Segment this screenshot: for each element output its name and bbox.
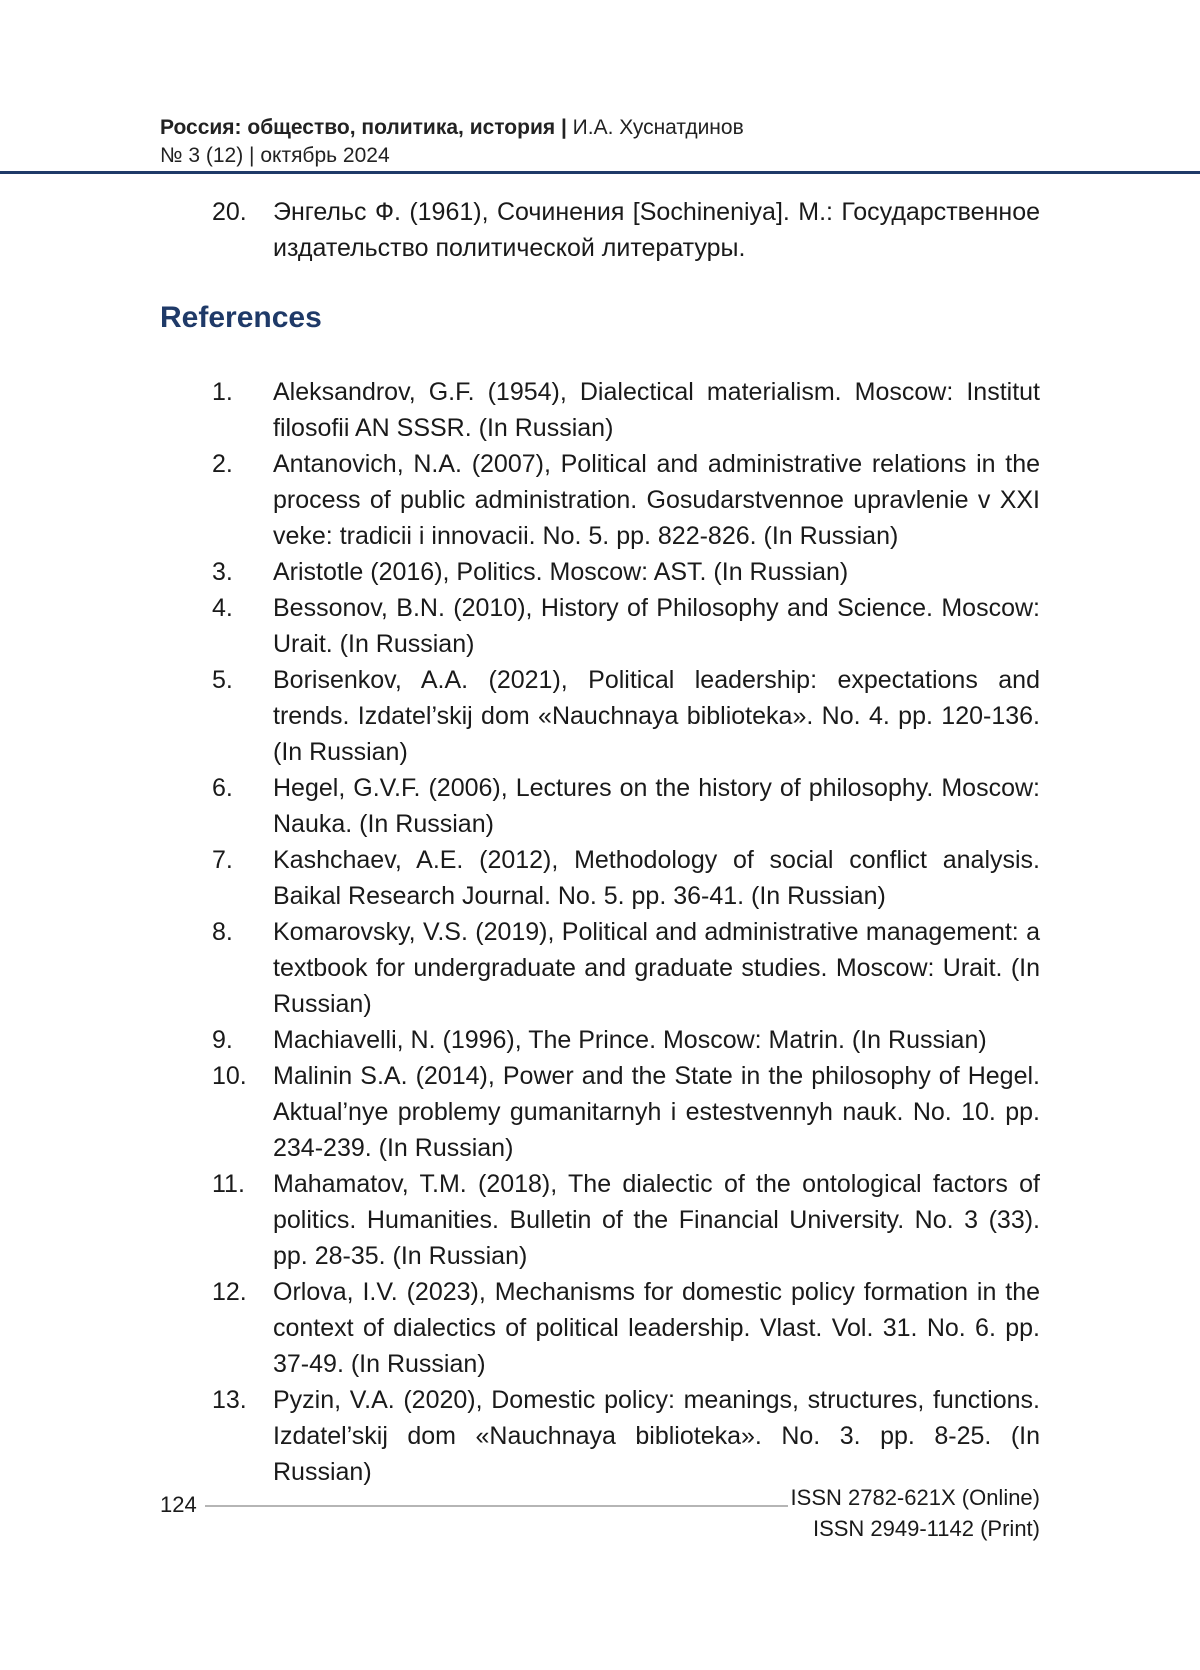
list-item [212,590,1040,662]
reference-number: 5. [212,666,233,694]
reference-number: 9. [212,1026,233,1054]
issn-print: ISSN 2949-1142 (Print) [812,1516,1040,1541]
header-divider [0,171,1200,174]
list-item [212,914,1040,1022]
reference-text: Энгельс Ф. (1961), Сочинения [Sochineniya]. М.: Государственное издательство политической литературы. [273,198,1040,262]
reference-number: 8. [212,918,233,946]
reference-text: Kashchaev, A.E. (2012), Methodology of social conflict analysis. Baikal Research Journal. No. 5. pp. 36-41. (In Russian) [273,846,1040,910]
author-name: И.А. Хуснатдинов [572,116,744,139]
reference-text: Machiavelli, N. (1996), The Prince. Moscow: Matrin. (In Russian) [273,1026,987,1054]
reference-text: Aleksandrov, G.F. (1954), Dialectical materialism. Moscow: Institut filosofii AN SSSR. (In Russian) [273,378,1040,442]
page-number: 124 [160,1492,197,1517]
reference-text: Pyzin, V.A. (2020), Domestic policy: meanings, structures, functions. Izdatel’skij dom «Nauchnaya biblioteka». No. 3. pp. 8-25. (In Russian) [273,1386,1040,1486]
reference-text: Bessonov, B.N. (2010), History of Philosophy and Science. Moscow: Urait. (In Russian) [273,594,1040,658]
reference-number: 3. [212,558,233,586]
list-item [212,1382,1040,1490]
reference-number: 4. [212,594,233,622]
reference-number: 2. [212,450,233,478]
list-item [212,374,1040,446]
reference-number: 6. [212,774,233,802]
issn-block [791,1482,1040,1544]
issn-online: ISSN 2782-621X (Online) [790,1485,1040,1510]
reference-text: Malinin S.A. (2014), Power and the State in the philosophy of Hegel. Aktual’nye problemy gumanitarnyh i estestvennyh nauk. No. 10. pp. 234-239. (In Russian) [273,1062,1040,1162]
list-item [212,1022,1040,1058]
list-item [212,194,1040,266]
list-item [212,842,1040,914]
list-item [212,554,1040,590]
reference-text: Hegel, G.V.F. (2006), Lectures on the history of philosophy. Moscow: Nauka. (In Russian) [273,774,1040,838]
list-item [212,1166,1040,1274]
references-heading: References [160,301,322,334]
reference-number: 13. [212,1386,247,1414]
list-item [212,446,1040,554]
reference-text: Antanovich, N.A. (2007), Political and administrative relations in the process of public administration. Gosudarstvennoe upravlenie v XXI veke: tradicii i innovacii. No. 5. pp. 822-826. (In Russian) [273,450,1040,550]
running-header [160,114,744,170]
reference-text: Orlova, I.V. (2023), Mechanisms for domestic policy formation in the context of dialectics of political leadership. Vlast. Vol. 31. No. 6. pp. 37-49. (In Russian) [273,1278,1040,1378]
list-item [212,662,1040,770]
reference-text: Aristotle (2016), Politics. Moscow: AST. (In Russian) [273,558,849,586]
reference-number: 12. [212,1278,247,1306]
reference-number: 11. [212,1170,245,1198]
journal-title: Россия: общество, политика, история | [160,116,567,139]
reference-text: Mahamatov, T.M. (2018), The dialectic of the ontological factors of politics. Humanities. Bulletin of the Financial University. No. 3 (33). pp. 28-35. (In Russian) [273,1170,1040,1270]
footer-divider [205,1505,788,1507]
reference-text: Borisenkov, A.A. (2021), Political leadership: expectations and trends. Izdatel’skij dom «Nauchnaya biblioteka». No. 4. pp. 120-136. (In Russian) [273,666,1040,766]
reference-number: 10. [212,1062,247,1090]
header-line-1 [160,114,744,142]
reference-number: 1. [212,378,233,406]
references-list [212,374,1040,1490]
russian-reference-list [212,194,1040,266]
list-item [212,1058,1040,1166]
list-item [212,770,1040,842]
reference-text: Komarovsky, V.S. (2019), Political and administrative management: a textbook for undergraduate and graduate studies. Moscow: Urait. (In Russian) [273,918,1040,1018]
reference-number: 7. [212,846,233,874]
issue-info: № 3 (12) | октябрь 2024 [160,144,390,167]
reference-number: 20. [212,198,247,226]
list-item [212,1274,1040,1382]
